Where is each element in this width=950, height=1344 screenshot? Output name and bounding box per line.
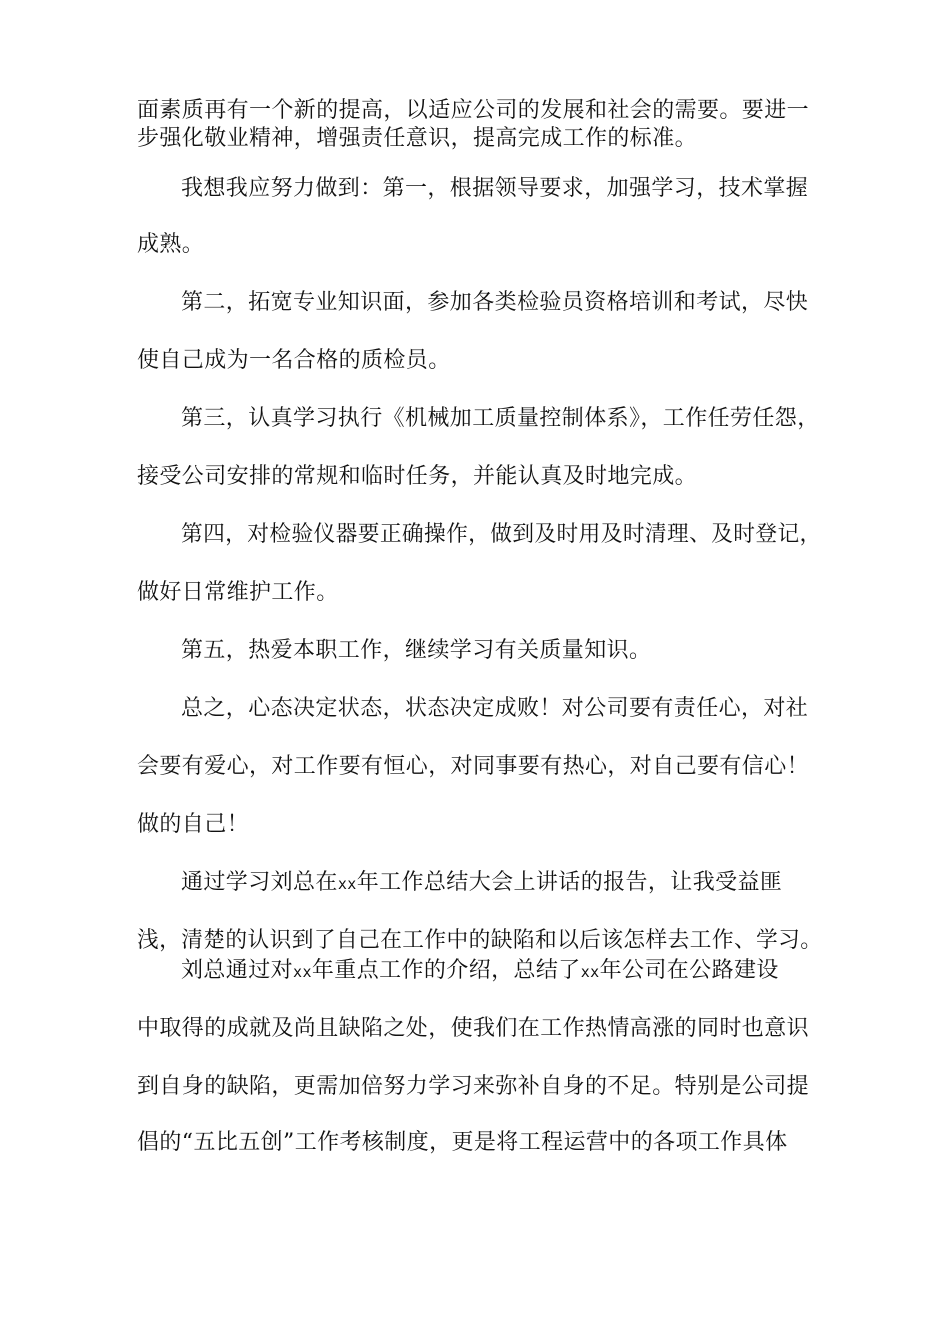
text-line: 第二，拓宽专业知识面，参加各类检验员资格培训和考试，尽快 [181,290,809,315]
text-line: 中取得的成就及尚且缺陷之处，使我们在工作热情高涨的同时也意识 [137,1016,810,1041]
text-line: 到自身的缺陷，更需加倍努力学习来弥补自身的不足。特别是公司提 [137,1074,810,1099]
text-segment: 刘总通过对 [181,958,294,983]
text-line: 我想我应努力做到：第一，根据领导要求，加强学习，技术掌握 [181,176,809,201]
text-line: 总之，心态决定状态，状态决定成败！对公司要有责任心，对社 [181,696,809,721]
text-line: 成熟。 [137,232,205,257]
text-line: 使自己成为一名合格的质检员。 [137,348,451,373]
text-segment: 年重点工作的介绍，总结了 [311,958,581,983]
text-line: 第五，热爱本职工作，继续学习有关质量知识。 [181,638,652,663]
text-line: 倡的“五比五创”工作考核制度，更是将工程运营中的各项工作具体 [137,1130,788,1155]
text-segment: xx [337,875,357,893]
text-line: 接受公司安排的常规和临时任务，并能认真及时地完成。 [137,464,698,489]
text-segment: 年工作总结大会上讲话的报告，让我受益匪 [356,870,783,895]
text-line: 会要有爱心，对工作要有恒心，对同事要有热心，对自己要有信心！ [137,754,810,779]
text-line: 做的自己！ [137,812,250,837]
text-line: 做好日常维护工作。 [137,580,339,605]
text-line: 浅，清楚的认识到了自己在工作中的缺陷和以后该怎样去工作、学习。 [137,928,823,953]
text-segment: 通过学习刘总在 [181,870,338,895]
text-line: 步强化敬业精神，增强责任意识，提高完成工作的标准。 [137,126,698,151]
text-line: 第三，认真学习执行《机械加工质量控制体系》，工作任劳任怨， [181,406,820,431]
text-line: 面素质再有一个新的提高，以适应公司的发展和社会的需要。要进一 [137,98,810,123]
text-line [181,868,782,899]
text-line [181,956,779,987]
text-segment: xx [293,963,312,981]
text-line: 第四，对检验仪器要正确操作，做到及时用及时清理、及时登记， [181,522,822,547]
text-segment: xx [580,963,600,981]
text-segment: 年公司在公路建设 [599,958,779,983]
